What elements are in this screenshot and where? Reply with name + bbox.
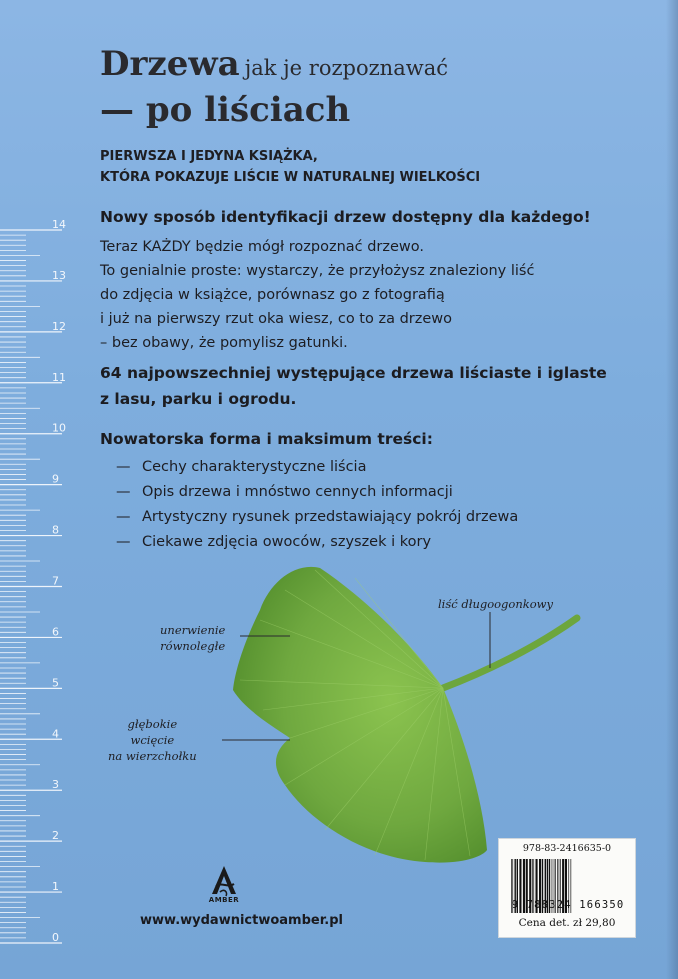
ruler-label: 1: [52, 880, 59, 894]
ruler-label: 4: [52, 727, 59, 741]
species-line-2: z lasu, parku i ogrodu.: [100, 390, 297, 408]
ruler-label: 6: [52, 625, 59, 639]
species-count: [100, 360, 607, 412]
ruler-label: 14: [52, 218, 66, 231]
dash: —: [116, 459, 131, 475]
publisher-url[interactable]: www.wydawnictwoamber.pl: [140, 913, 343, 928]
label-notch-line: na wierzchołku: [108, 749, 197, 763]
label-notch-line: głębokie: [127, 717, 178, 731]
label-veins-line: unerwienie: [160, 623, 226, 637]
description-line: Teraz KAŻDY będzie mógł rozpoznać drzewo.: [100, 239, 425, 255]
book-title: [100, 44, 448, 84]
feature-text: Opis drzewa i mnóstwo cennych informacji: [142, 484, 453, 500]
label-veins-line: równoległe: [160, 639, 226, 653]
label-petiole: liść długoogonkowy: [438, 597, 553, 611]
barcode-digits: 9 788324 166350: [511, 899, 625, 911]
description-line: – bez obawy, że pomylisz gatunki.: [100, 335, 348, 351]
barcode-label: [498, 838, 636, 938]
title-line-2: — po liściach: [100, 90, 351, 130]
tagline: [100, 146, 480, 188]
dash: —: [116, 534, 131, 550]
label-notch-line: wcięcie: [130, 733, 175, 747]
logo-text: AMBER: [208, 896, 240, 904]
feature-text: Artystyczny rysunek przedstawiający pokrój drzewa: [142, 509, 519, 525]
cover-edge-shadow: [666, 0, 678, 979]
ruler-label: 11: [52, 370, 66, 384]
dash: —: [116, 509, 131, 525]
ruler-label: 8: [52, 523, 59, 537]
dash: —: [116, 484, 131, 500]
label-notch: [108, 716, 197, 764]
description-line: To genialnie proste: wystarczy, że przyłożysz znaleziony liść: [100, 263, 535, 279]
ruler-label: 5: [52, 676, 59, 690]
ruler-label: 7: [52, 574, 59, 588]
ruler-label: 3: [52, 778, 59, 792]
isbn-number: 978-83-2416635-0: [522, 843, 612, 854]
features-heading: Nowatorska forma i maksimum treści:: [100, 430, 433, 448]
title-word: Drzewa: [100, 44, 240, 84]
description-line: do zdjęcia w książce, porównasz go z fotografią: [100, 287, 445, 303]
ruler-labels: [52, 218, 66, 944]
leaf-petiole: [443, 618, 577, 688]
feature-text: Ciekawe zdjęcia owoców, szyszek i kory: [142, 534, 432, 550]
features-list: [116, 455, 518, 555]
description-line: i już na pierwszy rzut oka wiesz, co to za drzewo: [100, 311, 453, 327]
feature-item: [116, 505, 518, 530]
ruler-label: 10: [52, 421, 66, 435]
ruler-label: 0: [52, 931, 59, 944]
label-veins: [160, 622, 225, 654]
feature-item: [116, 530, 518, 555]
species-line-1: 64 najpowszechniej występujące drzewa liściaste i iglaste: [100, 364, 607, 382]
feature-text: Cechy charakterystyczne liścia: [142, 459, 367, 475]
description: [100, 235, 534, 355]
ruler-label: 12: [52, 319, 66, 333]
ruler-label: 13: [52, 268, 66, 282]
tagline-line-2: KTÓRA POKAZUJE LIŚCIE W NATURALNEJ WIELKOŚCI: [100, 170, 481, 185]
ruler-label: 2: [52, 829, 59, 843]
feature-item: [116, 455, 518, 480]
feature-item: [116, 480, 518, 505]
ruler: [0, 218, 70, 955]
tagline-line-1: PIERWSZA I JEDYNA KSIĄŻKA,: [100, 149, 318, 164]
price: Cena det. zł 29,80: [518, 917, 616, 929]
lead-sentence: Nowy sposób identyfikacji drzew dostępny dla każdego!: [100, 208, 591, 226]
title-subtitle: jak je rozpoznawać: [244, 56, 448, 80]
ruler-label: 9: [52, 472, 59, 486]
